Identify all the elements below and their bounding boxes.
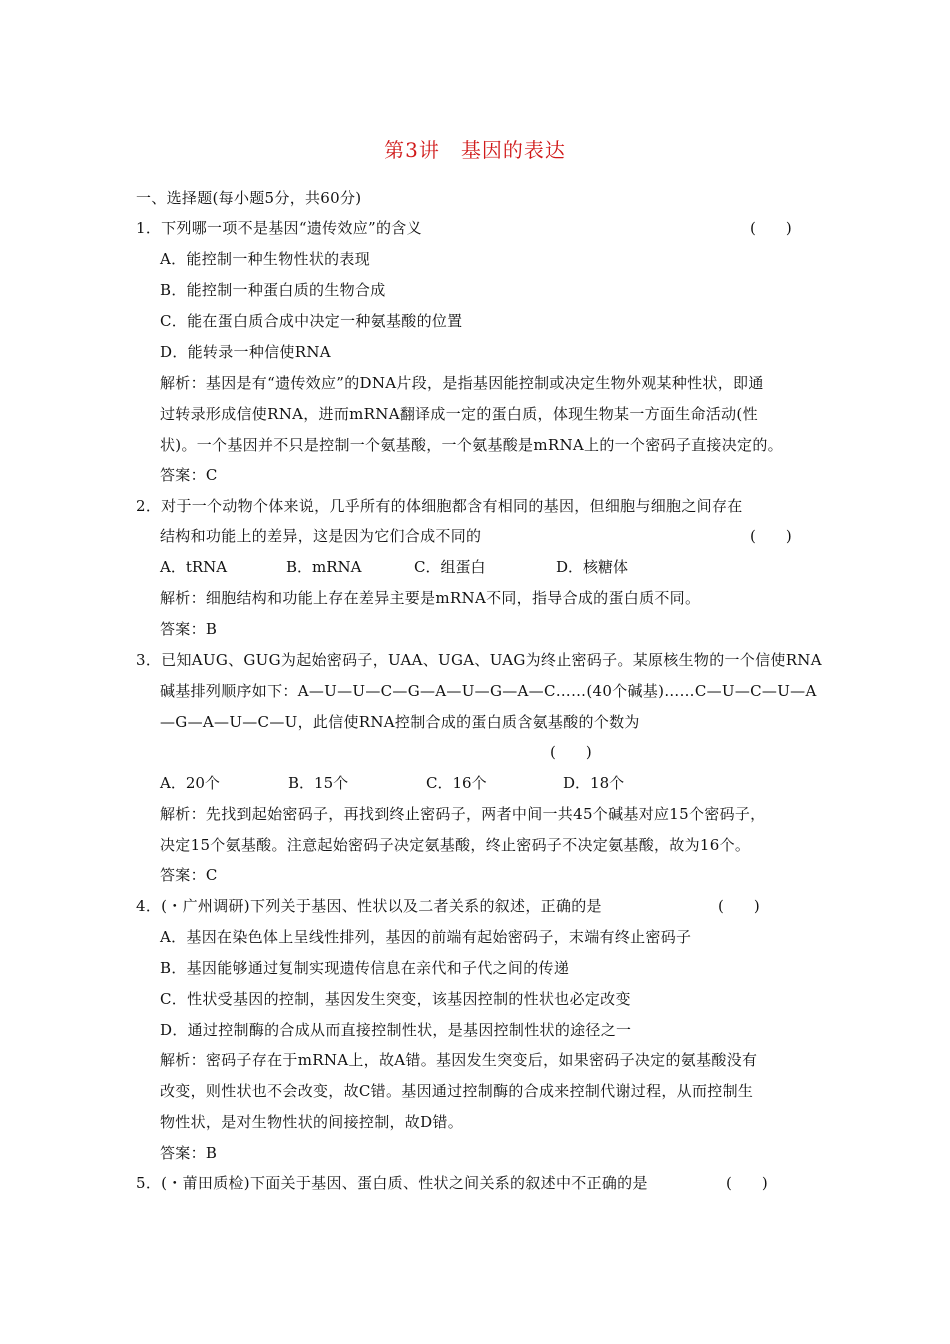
q3-answer: 答案：C [160,866,218,884]
q4-answer: 答案：B [160,1144,218,1162]
q1-option-b: B．能控制一种蛋白质的生物合成 [160,281,386,299]
q1-answer-blank: ( ) [750,219,792,237]
q4-answer-blank: ( ) [718,897,760,915]
q3-answer-blank: ( ) [550,743,592,761]
q1-answer: 答案：C [160,466,218,484]
q1-option-a: A．能控制一种生物性状的表现 [160,250,371,268]
section-header: 一、选择题(每小题5分，共60分) [136,189,362,207]
q2-option-d: D．核糖体 [556,558,629,576]
q2-answer: 答案：B [160,620,218,638]
q3-option-a: A．20个 [160,774,220,792]
q3-stem-line: —G—A—U—C—U，此信使RNA控制合成的蛋白质含氨基酸的个数为 [160,713,640,731]
q2-option-a: A．tRNA [160,558,228,576]
q2-answer-blank: ( ) [750,527,792,545]
q2-stem-line: 结构和功能上的差异，这是因为它们合成不同的 [160,527,482,545]
q1-analysis-line: 解析：基因是有“遗传效应”的DNA片段，是指基因能控制或决定生物外观某种性状，即通 [160,374,764,392]
q4-option-b: B．基因能够通过复制实现遗传信息在亲代和子代之间的传递 [160,959,570,977]
q2-option-b: B．mRNA [286,558,362,576]
q2-option-c: C．组蛋白 [414,558,486,576]
q4-analysis-line: 改变，则性状也不会改变，故C错。基因通过控制酶的合成来控制代谢过程，从而控制生 [160,1082,754,1100]
q3-option-c: C．16个 [426,774,487,792]
q3-option-d: D．18个 [563,774,625,792]
q1-option-d: D．能转录一种信使RNA [160,343,331,361]
q1-option-c: C．能在蛋白质合成中决定一种氨基酸的位置 [160,312,463,330]
q3-stem-line: 3．已知AUG、GUG为起始密码子，UAA、UGA、UAG为终止密码子。某原核生物的一个信使RNA [136,651,822,669]
q4-stem: 4．(・广州调研)下列关于基因、性状以及二者关系的叙述，正确的是 [136,897,602,915]
q4-option-a: A．基因在染色体上呈线性排列，基因的前端有起始密码子，末端有终止密码子 [160,928,692,946]
q3-stem-line: 碱基排列顺序如下：A—U—U—C—G—A—U—G—A—C……(40个碱基)……C—U—C—U—A [160,682,817,700]
q5-answer-blank: ( ) [726,1174,768,1192]
q1-analysis-line: 过转录形成信使RNA，进而mRNA翻译成一定的蛋白质，体现生物某一方面生命活动(性 [160,405,758,423]
q3-analysis-line: 决定15个氨基酸。注意起始密码子决定氨基酸，终止密码子不决定氨基酸，故为16个。 [160,836,751,854]
q4-option-c: C．性状受基因的控制，基因发生突变，该基因控制的性状也必定改变 [160,990,631,1008]
q5-stem: 5．(・莆田质检)下面关于基因、蛋白质、性状之间关系的叙述中不正确的是 [136,1174,648,1192]
page-title: 第3讲 基因的表达 [384,138,566,162]
q4-analysis-line: 物性状，是对生物性状的间接控制，故D错。 [160,1113,464,1131]
q3-analysis-line: 解析：先找到起始密码子，再找到终止密码子，两者中间一共45个碱基对应15个密码子， [160,805,766,823]
q1-stem: 1．下列哪一项不是基因“遗传效应”的含义 [136,219,422,237]
q2-stem-line: 2．对于一个动物个体来说，几乎所有的体细胞都含有相同的基因，但细胞与细胞之间存在 [136,497,743,515]
q1-analysis-line: 状)。一个基因并不只是控制一个氨基酸，一个氨基酸是mRNA上的一个密码子直接决定的。 [160,436,783,454]
q2-analysis: 解析：细胞结构和功能上存在差异主要是mRNA不同，指导合成的蛋白质不同。 [160,589,701,607]
q4-option-d: D．通过控制酶的合成从而直接控制性状，是基因控制性状的途径之一 [160,1021,632,1039]
q3-option-b: B．15个 [288,774,349,792]
q4-analysis-line: 解析：密码子存在于mRNA上，故A错。基因发生突变后，如果密码子决定的氨基酸没有 [160,1051,758,1069]
